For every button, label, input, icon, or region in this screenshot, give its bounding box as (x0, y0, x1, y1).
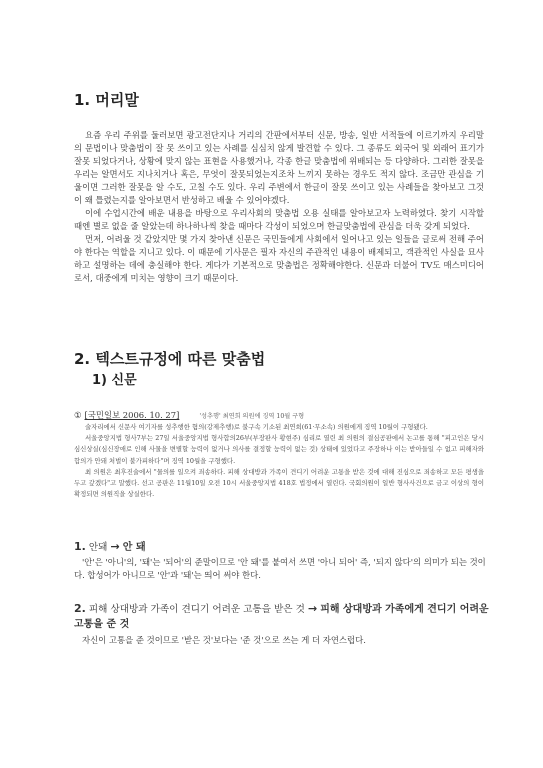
correction-item-2-heading (74, 601, 494, 632)
correction-item-1-explanation (74, 556, 494, 582)
arrow-icon: → (307, 602, 318, 615)
article-headline: '성추행' 최연희 의원에 징역 10월 구형 (199, 413, 305, 420)
correct-expression: 피해 상대방과 가족에게 견디기 어려운 고통을 준 것 (74, 604, 489, 630)
correction-item-2-explanation (74, 634, 494, 647)
wrong-expression: 안돼 (88, 542, 108, 553)
article-paragraph: 술자리에서 신문사 여기자를 성추행한 혐의(강제추행)로 불구속 기소된 최연희(61·무소속) 의원에게 징역 10월이 구형됐다. (85, 423, 428, 431)
section-1-body (74, 129, 484, 285)
item-number: 2. (74, 602, 86, 615)
wrong-expression: 피해 상대방과 가족이 견디기 어려운 고통을 받은 것 (88, 604, 305, 615)
article-paragraph: 최 의원은 최후진술에서 "물의를 일으켜 죄송하다. 피해 상대방과 가족이 견디기 어려운 고통을 받은 것에 대해 진심으로 죄송하고 모든 평생을 두고 갚겠다"고 말했다. 선고 공판은 11월10일 오전 10시 서울중앙지법 418호 법정에서 열린다. 국회의원이 일반 형사사건으로 금고 이상의 형이 확정되면 의원직을 상실한다. (74, 467, 484, 499)
arrow-icon: → (110, 540, 120, 553)
newspaper-subheading: 1) 신문 (92, 373, 137, 388)
source-marker: ① (74, 410, 82, 420)
section-1-heading: 1. 머리말 (74, 91, 139, 109)
article-source (74, 409, 304, 421)
paragraph: 요즘 우리 주위를 둘러보면 광고전단지나 거리의 간판에서부터 신문, 방송, 일반 서적들에 이르기까지 우리말의 문법이나 맞춤법이 잘 못 쓰이고 있는 사례를 심심치 않게 발견할 수 있다. 그 종류도 외국어 및 외래어 표기가 잘못 되었다거나, 상황에 맞지 않는 표현을 사용했거나, 각종 한글 맞춤법에 위배되는 등 다양하다. 그러한 잘못을 우리는 알면서도 지나치거나 혹은, 무엇이 잘못되었는지조차 느끼지 못하는 경우도 적지 않다. 조금만 관심을 기울이면 그러한 잘못을 알 수도, 고칠 수도 있다. 우리 주변에서 한글이 잘못 쓰이고 있는 사례들을 찾아보고 그것이 왜 틀렸는지를 알아보면서 반성하고 배울 수 있어야겠다. (74, 130, 484, 205)
source-link[interactable]: [국민일보 2006. 10. 27] (84, 410, 180, 420)
section-2-heading: 2. 텍스트규정에 따른 맞춤법 (74, 350, 266, 368)
explanation-text: 자신이 고통을 준 것이므로 '받은 것'보다는 '준 것'으로 쓰는 게 더 자연스럽다. (82, 635, 366, 645)
paragraph: 먼저, 어려울 것 같았지만 몇 가지 찾아낸 신문은 국민들에게 사회에서 일어나고 있는 일들을 글로써 전해 주어야 한다는 역할을 지니고 있다. 이 때문에 기사문은 필자 자신의 주관적인 내용이 배제되고, 객관적인 사실을 묘사하고 설명하는 데에 충실해야 한다. 게다가 기본적으로 맞춤법은 정확해야한다. 신문과 더불어 TV도 매스미디어로서, 대중에게 미치는 영향이 크기 때문이다. (74, 234, 484, 283)
article-paragraph: 서울중앙지법 형사7부는 27일 서울중앙지법 형사합의26부(부장판사 황현주) 심리로 열린 최 의원의 결심공판에서 논고를 통해 "피고인은 당시 심신상실(심신장애로 인해 사물을 변별할 능력이 없거나 의사를 결정할 능력이 없는 것) 상태에 있었다고 주장하나 이는 받아들일 수 없고 피해자와 합의가 안돼 처벌이 불가피하다"며 징역 10월을 구형했다. (74, 434, 484, 465)
explanation-text: '안'은 '아니'의, '돼'는 '되어'의 준말이므로 '안 돼'를 붙여서 쓰면 '아니 되어' 즉, '되지 않다'의 의미가 되는 것이다. 합성어가 아니므로 '안'과 '돼'는 띄어 써야 한다. (74, 557, 486, 580)
correction-item-1-heading (74, 539, 494, 555)
item-number: 1. (74, 540, 86, 553)
correct-expression: 안 돼 (122, 542, 146, 553)
article-body (74, 422, 484, 500)
paragraph: 이에 수업시간에 배운 내용을 바탕으로 우리사회의 맞춤법 오용 실태를 알아보고자 노력하였다. 찾기 시작할 때엔 별로 없을 줄 알았는데 하나하나씩 찾을 때마다 각성이 되었으며 한글맞춤법에 관심을 더욱 갖게 되었다. (74, 208, 484, 231)
